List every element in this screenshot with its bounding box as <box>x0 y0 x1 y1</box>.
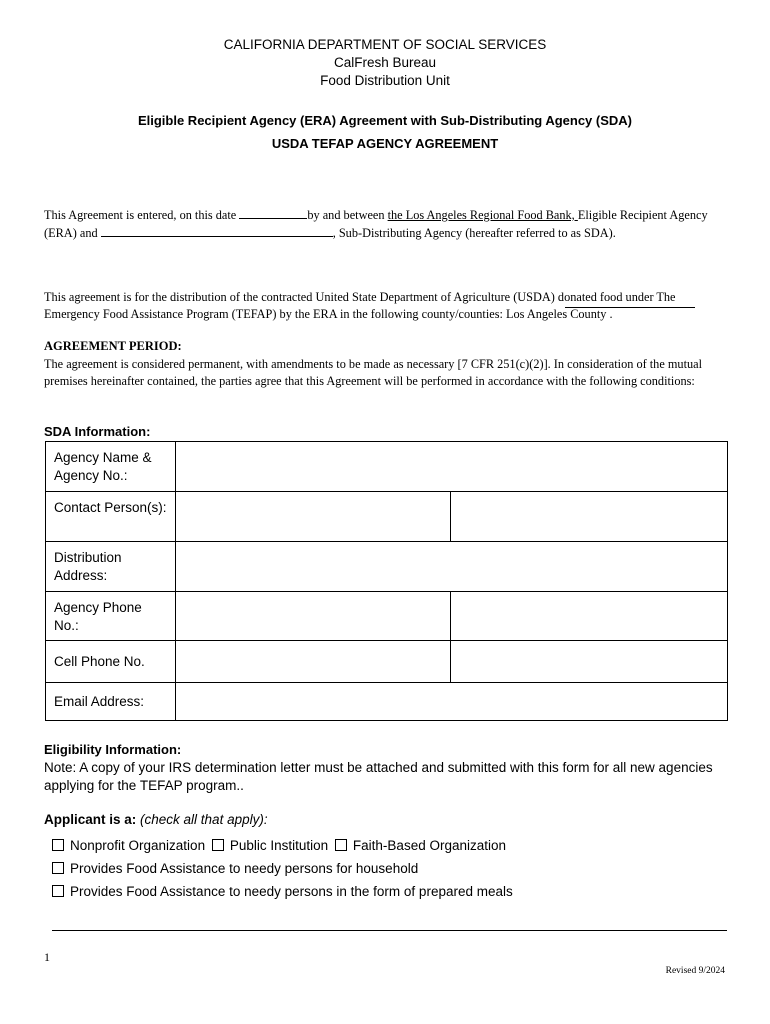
agency-name-label: Agency Name & Agency No.: <box>46 442 176 492</box>
sda-name-blank[interactable] <box>101 224 333 237</box>
eligibility-heading: Eligibility Information: <box>44 742 182 757</box>
prepared-meals-checkbox[interactable] <box>52 885 64 897</box>
nonprofit-checkbox[interactable] <box>52 839 64 851</box>
prepared-meals-label: Provides Food Assistance to needy persons in the form of prepared meals <box>70 884 513 899</box>
purpose-end: . <box>606 307 613 321</box>
applicant-hint: (check all that apply): <box>140 812 268 827</box>
eligibility-note: Note: A copy of your IRS determination letter must be attached and submitted with this form for all new agencies applying for the TEFAP program.. <box>44 760 713 793</box>
distribution-address-field[interactable] <box>176 542 728 592</box>
department-name: CALIFORNIA DEPARTMENT OF SOCIAL SERVICES <box>223 37 547 52</box>
intro-text-3: Eligible Recipient Agency (ERA) and <box>44 208 708 240</box>
applicant-options-row <box>52 838 506 853</box>
household-checkbox[interactable] <box>52 862 64 874</box>
faith-based-checkbox[interactable] <box>335 839 347 851</box>
era-name: the Los Angeles Regional Food Bank, <box>387 208 578 222</box>
contact-person-field-1[interactable] <box>176 492 451 542</box>
table-row <box>46 492 728 542</box>
prepared-meals-option-row <box>52 884 513 899</box>
email-address-label: Email Address: <box>46 683 176 721</box>
revision-date: Revised 9/2024 <box>665 966 725 976</box>
distribution-address-label: Distribution Address: <box>46 542 176 592</box>
cell-phone-field-1[interactable] <box>176 641 451 683</box>
contact-person-field-2[interactable] <box>451 492 728 542</box>
footer-divider <box>52 930 727 931</box>
intro-text-2: by and between <box>307 208 388 222</box>
table-row <box>46 442 728 492</box>
applicant-label: Applicant is a: <box>44 812 141 827</box>
table-row <box>46 683 728 721</box>
agreement-period-heading: AGREEMENT PERIOD: <box>44 339 182 353</box>
intro-paragraph <box>44 206 728 242</box>
document-subtitle: USDA TEFAP AGENCY AGREEMENT <box>271 136 499 151</box>
faith-based-label: Faith-Based Organization <box>352 838 507 853</box>
applicant-type-heading <box>44 812 268 827</box>
county-value: Los Angeles County <box>506 307 607 321</box>
page-number: 1 <box>44 950 50 964</box>
public-institution-label: Public Institution <box>229 838 329 853</box>
public-institution-checkbox[interactable] <box>212 839 224 851</box>
intro-text-4: , Sub-Distributing Agency (hereafter referred to as SDA). <box>332 226 616 240</box>
cell-phone-field-2[interactable] <box>451 641 728 683</box>
sda-info-table <box>45 441 728 721</box>
nonprofit-label: Nonprofit Organization <box>70 838 206 853</box>
household-label: Provides Food Assistance to needy persons for household <box>70 861 419 876</box>
table-row <box>46 592 728 641</box>
sda-info-heading: SDA Information: <box>44 424 151 439</box>
purpose-paragraph <box>44 289 728 323</box>
purpose-text: This agreement is for the distribution of the contracted United State Department of Agriculture (USDA) donated food under The Emergency Food Assistance Program (TEFAP) by the ERA in the following county/counties: <box>44 290 676 321</box>
table-row <box>46 542 728 592</box>
date-blank[interactable] <box>239 206 307 219</box>
table-row <box>46 641 728 683</box>
agency-phone-label: Agency Phone No.: <box>46 592 176 641</box>
email-address-field[interactable] <box>176 683 728 721</box>
contact-person-label: Contact Person(s): <box>46 492 176 542</box>
agency-name-field[interactable] <box>176 442 728 492</box>
bureau-name: CalFresh Bureau <box>333 55 437 70</box>
unit-name: Food Distribution Unit <box>320 73 450 88</box>
agency-phone-field-1[interactable] <box>176 592 451 641</box>
county-underline <box>565 307 695 308</box>
agreement-period-text: The agreement is considered permanent, with amendments to be made as necessary [7 CFR 251(c)(2)]. In consideration of the mutual premises hereinafter contained, the parties agree that this Agreement will be performed in accordance with the following conditions: <box>44 357 703 388</box>
cell-phone-label: Cell Phone No. <box>46 641 176 683</box>
intro-text-1: This Agreement is entered, on this date <box>44 208 240 222</box>
household-option-row <box>52 861 418 876</box>
agency-phone-field-2[interactable] <box>451 592 728 641</box>
document-title: Eligible Recipient Agency (ERA) Agreement with Sub-Distributing Agency (SDA) <box>137 113 633 128</box>
